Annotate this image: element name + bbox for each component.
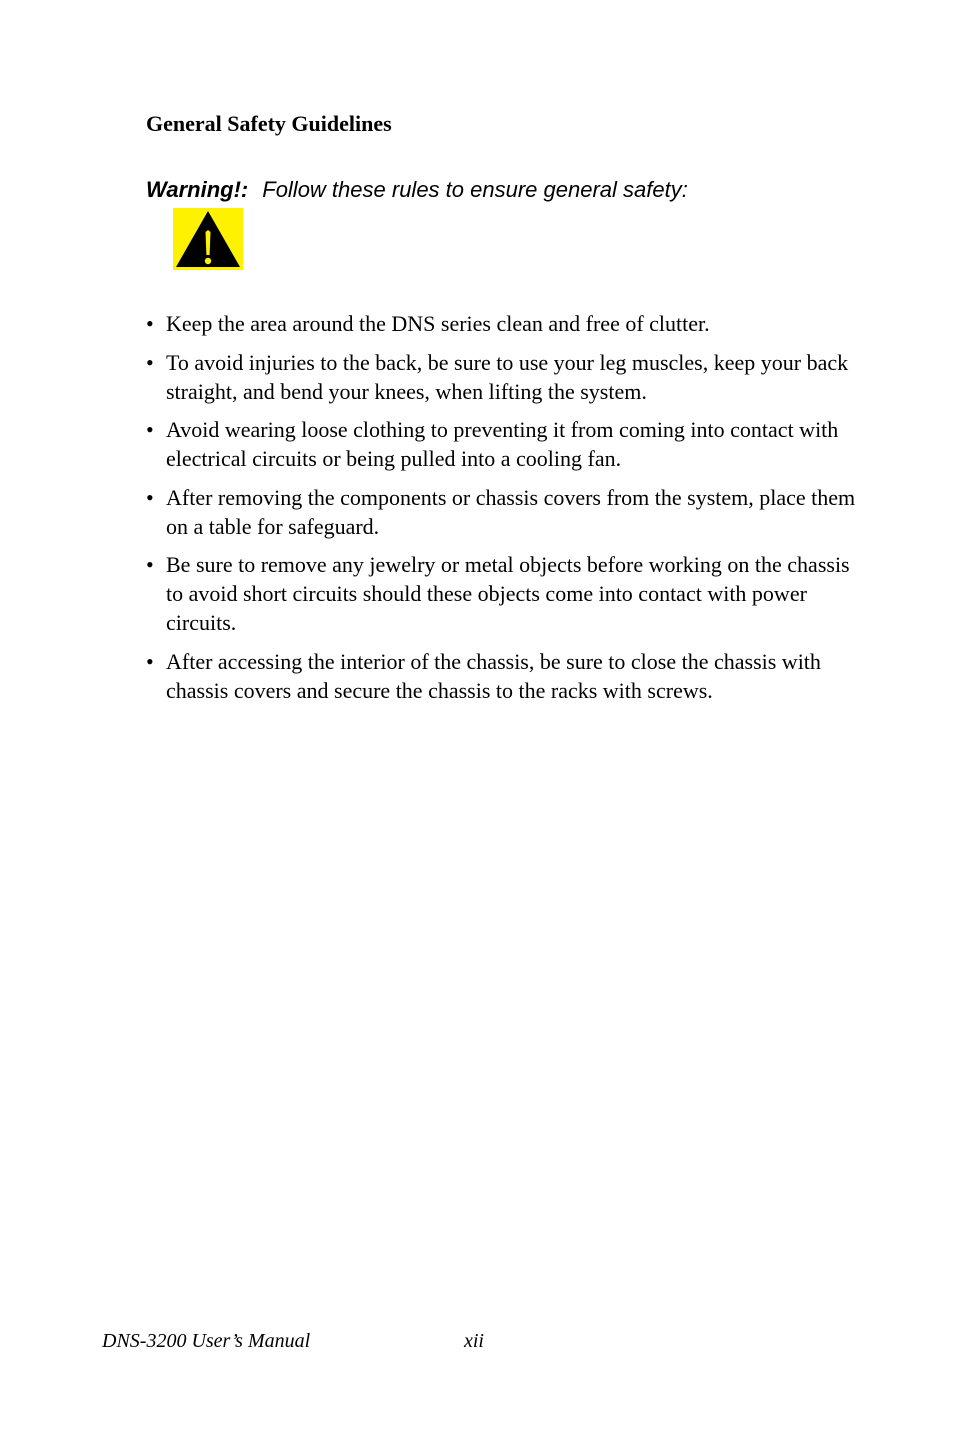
bullet-mark: •: [146, 349, 154, 375]
list-item: [146, 483, 856, 541]
bullet-mark: •: [146, 417, 154, 442]
list-item-text: Avoid wearing loose clothing to preventing it from coming into contact with electrical circuits or being pulled into a cooling fan.: [166, 417, 839, 471]
warning-line: [146, 176, 688, 204]
warning-label: Warning!:: [146, 177, 249, 202]
list-item: [146, 647, 856, 705]
bullet-mark: •: [146, 311, 154, 336]
list-item: [146, 309, 856, 338]
list-item: [146, 415, 856, 473]
list-item-text: Be sure to remove any jewelry or metal objects before working on the chassis to avoid short circuits should these objects come into contact with power circuits.: [166, 552, 850, 635]
warning-text: Follow these rules to ensure general safety:: [262, 177, 688, 202]
list-item: [146, 348, 856, 406]
bullet-mark: •: [146, 484, 154, 510]
warning-triangle-icon: [173, 208, 243, 270]
bullet-mark: •: [146, 552, 154, 577]
footer-page-number: xii: [464, 1330, 484, 1352]
list-item-text: After removing the components or chassis covers from the system, place them on a table for safeguard.: [166, 484, 856, 539]
list-item-text: After accessing the interior of the chassis, be sure to close the chassis with chassis covers and secure the chassis to the racks with screws.: [166, 648, 821, 703]
footer-manual-title: DNS-3200 User’s Manual: [102, 1330, 311, 1352]
section-title: General Safety Guidelines: [146, 111, 392, 136]
list-item-text: Keep the area around the DNS series clean and free of clutter.: [166, 311, 710, 336]
list-item: [146, 550, 856, 637]
bullet-mark: •: [146, 648, 154, 674]
safety-rules-list: [146, 309, 856, 714]
list-item-text: To avoid injuries to the back, be sure to use your leg muscles, keep your back straight, and bend your knees, when lifting the system.: [166, 349, 849, 404]
